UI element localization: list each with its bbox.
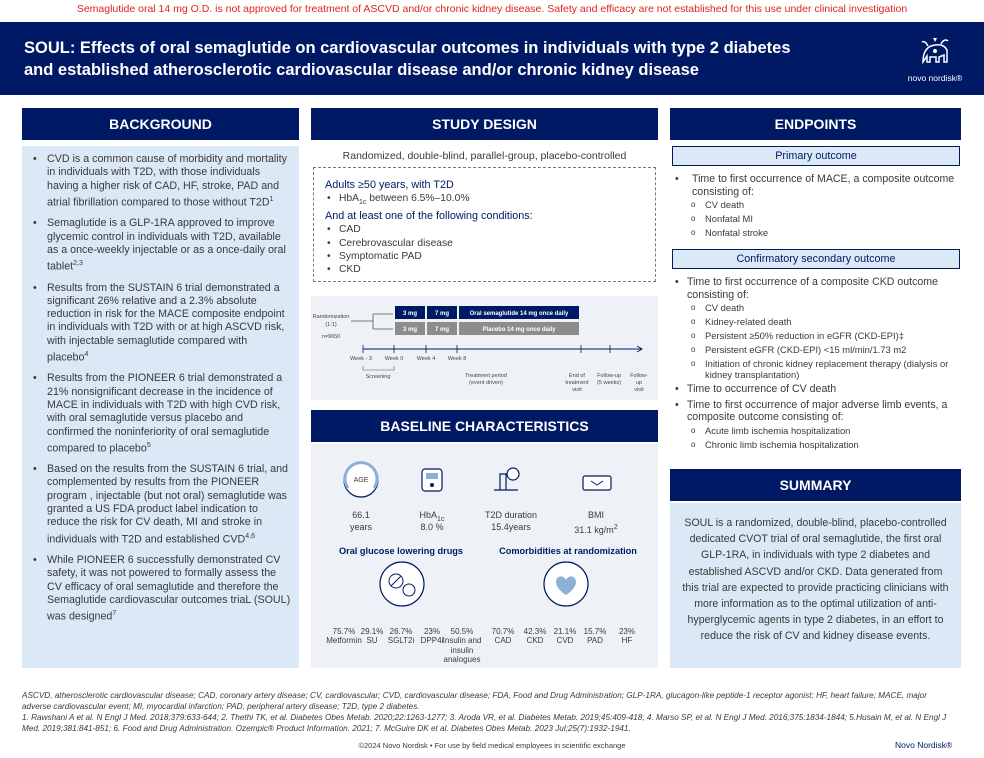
follow-up-sub: (5 weeks) xyxy=(597,380,621,386)
novo-nordisk-logo xyxy=(905,32,965,90)
age-value: 66.1 xyxy=(352,510,370,520)
hba1c-criterion: • HbA$_{1c}$ between 6.5%–10.0% xyxy=(325,192,655,209)
background-bullet: • Semaglutide is a GLP-1RA approved to improve glycemic control in individuals with T2D, available as a once-weekly injectable or as a once-daily oral tablet$^{2,3}$ xyxy=(32,217,291,274)
comorbidities-name: CVD xyxy=(556,636,574,645)
comorbidities-name: HF xyxy=(621,636,633,645)
comorbidities-percent: 23% xyxy=(618,627,635,636)
baseline-heading: BASELINE CHARACTERISTICS xyxy=(311,410,658,442)
end-treatment-2: treatment xyxy=(565,380,589,386)
condition-item: • Cerebrovascular disease xyxy=(325,237,655,250)
comorbidities-heading: Comorbidities at randomization xyxy=(499,546,637,556)
drugs-percent: 29.1% xyxy=(360,627,384,636)
abbreviations: ASCVD, atherosclerotic cardiovascular disease; CAD, coronary artery disease; CV, cardiovascular; CVD, cardiovascular disease; FDA, Food and Drug Administration; GLP-1RA, glucagon-like peptide-1 receptor agonist; HF, heart failure; MACE, major adverse cardiovascular event; MI, myocardial infarction; PAD, peripheral artery disease; T2D, type 2 diabetes. xyxy=(22,691,927,711)
week-4: Week 4 xyxy=(416,356,436,362)
drugs-name: SU xyxy=(366,636,378,645)
background-bullet: • Results from the PIONEER 6 trial demonstrated a 21% nonsignificant decrease in the incidence of MACE in individuals with T2D with high CVD risk, with oral semaglutide versus placebo and confirmed the noninferiority of oral semaglutide compared to placebo$^5$ xyxy=(32,372,291,455)
follow-up-visit-1: Follow- xyxy=(630,373,648,379)
follow-up-visit-3: visit xyxy=(634,387,644,393)
references: 1. Rawshani A et al. N Engl J Med. 2018;379:633-644; 2. Thethi TK, et al. Diabetes Obes Metab. 2020;22:1263-1277; 3. Aroda VR, et al. Diabetes Metab. 2019;45:409-418; 4. Marso SP, et al. N Engl J Med. 2016;375:1834-1844; 5.Husain M, et al. N Engl J Med. 2019;381:841-851; 6. Food and Drug Administration. Ozempic® Product Information. 2021; 7. McGuire DK et al. Diabetes Obes Metab. 2023 Jul;25(7):1932-1941. xyxy=(22,713,947,733)
oral-drugs-heading: Oral glucose lowering drugs xyxy=(338,546,464,556)
study-design-heading: STUDY DESIGN xyxy=(311,108,658,140)
bmi-label: BMI xyxy=(587,510,604,520)
adults-criterion: Adults ≥50 years, with T2D xyxy=(325,179,454,191)
comorbidities-percent: 42.3% xyxy=(523,627,547,636)
placebo-dose-3mg: 3 mg xyxy=(402,327,418,333)
hba1c-value: 8.0 % xyxy=(420,522,444,532)
limb-outcome-main: • Time to first occurrence of major adverse limb events, a composite outcome consisting of: xyxy=(672,399,967,424)
comorbidities-percent: 21.1% xyxy=(553,627,577,636)
follow-up-label: Follow-up xyxy=(597,373,621,379)
primary-outcome-label: Primary outcome xyxy=(672,146,960,166)
scale-icon xyxy=(583,476,611,490)
ckd-item: o Kidney-related death xyxy=(672,315,967,329)
placebo-dose-7mg: 7 mg xyxy=(434,327,450,333)
bmi-value: 31.1 $kg/m^2$ xyxy=(574,524,618,535)
title-line-2: and established atherosclerotic cardiovascular disease and/or chronic kidney disease xyxy=(24,61,699,79)
screening-label: Screening xyxy=(365,374,391,380)
background-bullet-list xyxy=(32,153,291,624)
week-minus-3: Week - 3 xyxy=(350,356,372,362)
primary-item: o Nonfatal stroke xyxy=(672,226,967,240)
primary-outcome-main: • Time to first occurrence of MACE, a composite outcome consisting of: xyxy=(672,173,967,198)
ckd-item: o CV death xyxy=(672,301,967,315)
timeline-svg xyxy=(311,296,658,400)
background-bullet: • Results from the SUSTAIN 6 trial demonstrated a significant 26% relative and a 2.3% absolute reduction in risk for the MACE composite endpoint in individuals with T2D with or at high ASCVD risk, with injectable semaglutide compared with placebo$^4$ xyxy=(32,282,291,365)
end-treatment-1: End of xyxy=(569,373,585,379)
enrollment-label: n=9650 xyxy=(321,334,341,340)
limb-item: o Chronic limb ischemia hospitalization xyxy=(672,438,967,452)
treatment-period-sub: (event driven) xyxy=(469,380,503,386)
background-bullet: • CVD is a common cause of morbidity and mortality in individuals with T2D, with those individuals having a higher risk of CAD, HF, stroke, PAD and atrial fibrillation compared to those without $T2D^1$ xyxy=(32,153,291,210)
primary-item: o Nonfatal MI xyxy=(672,212,967,226)
comorbidities-name: PAD xyxy=(587,636,603,645)
title-line-1: SOUL: Effects of oral semaglutide on cardiovascular outcomes in individuals with type 2 diabetes xyxy=(24,39,791,57)
ratio-label: (1:1) xyxy=(325,322,337,328)
drugs-name: DPP4i xyxy=(420,636,444,645)
condition-item: • CAD xyxy=(325,223,655,236)
comorbidities-name: CAD xyxy=(494,636,512,645)
age-unit: years xyxy=(349,522,372,532)
background-heading: BACKGROUND xyxy=(22,108,299,140)
active-dose-3mg: 3 mg xyxy=(402,311,418,317)
pill-2-icon xyxy=(403,584,415,596)
brand-footer: Novo Nordisk® xyxy=(895,740,953,750)
ckd-item: o Persistent ≥50% reduction in eGFR (CKD-EPI)‡ xyxy=(672,329,967,343)
footnotes xyxy=(22,690,957,734)
background-panel xyxy=(22,146,299,668)
active-dose-7mg: 7 mg xyxy=(434,311,450,317)
ckd-item: o Persistent eGFR (CKD-EPI) <15 ml/min/1.73 m2 xyxy=(672,343,967,357)
glucose-meter-button xyxy=(430,483,434,487)
summary-heading: SUMMARY xyxy=(670,469,961,501)
secondary-outcome-list xyxy=(672,276,967,452)
drugs-percent: 75.7% xyxy=(332,627,356,636)
cv-death-outcome: • Time to occurrence of CV death xyxy=(672,383,967,396)
comorbidities-percent: 15.7% xyxy=(583,627,607,636)
summary-panel: SOUL is a randomized, double-blind, placebo-controlled dedicated CVOT trial of oral semaglutide, the first oral GLP-1RA, in individuals with type 2 diabetes and established ASCVD and/or CKD. Data generated from this trial are expected to provide practicing clinicians with more information as to the optimal utilization of anti-hyperglycemic agents in type 2 diabetes, in an effort to reduce the risk of CV and kidney disease events. xyxy=(670,503,961,668)
inclusion-criteria-box xyxy=(313,167,656,282)
study-design-subtitle: Randomized, double-blind, parallel-group, placebo-controlled xyxy=(342,150,627,162)
header-banner xyxy=(0,22,984,95)
drugs-percent: 26.7% xyxy=(389,627,413,636)
glucose-meter-icon xyxy=(422,469,442,491)
age-icon-label: AGE xyxy=(353,477,369,484)
limb-item: o Acute limb ischemia hospitalization xyxy=(672,424,967,438)
end-treatment-3: visit xyxy=(572,387,582,393)
active-arm-label: Oral semaglutide 14 mg once daily xyxy=(469,311,569,317)
follow-up-visit-2: up xyxy=(635,380,643,386)
drugs-name: SGLT2i xyxy=(387,636,415,645)
comorbidities-name: CKD xyxy=(526,636,544,645)
t2d-duration-value: 15.4years xyxy=(491,522,531,532)
primary-outcome-list xyxy=(672,173,967,240)
copyright: ©2024 Novo Nordisk • For use by field medical employees in scientific exchange xyxy=(358,741,626,750)
condition-item: • CKD xyxy=(325,263,655,276)
clock-icon xyxy=(507,468,519,480)
ckd-item: o Initiation of chronic kidney replacement therapy (dialysis or kidney transplantation) xyxy=(672,358,967,380)
secondary-outcome-label: Confirmatory secondary outcome xyxy=(672,249,960,269)
conditions-heading: And at least one of the following conditions: xyxy=(325,210,533,223)
randomization-label: Randomization xyxy=(312,314,350,320)
comorbidities-percent: 70.7% xyxy=(491,627,515,636)
logo-wordmark: novo nordisk® xyxy=(907,73,963,83)
page-title xyxy=(24,37,884,81)
background-bullet: • While PIONEER 6 successfully demonstrated CV safety, it was not powered to formally assess the CV efficacy of oral semaglutide and therefore the Semaglutide cardiovascular outcomes triaL (SOUL) was designed$^7$ xyxy=(32,554,291,624)
week-8: Week 8 xyxy=(447,356,467,362)
drugs-percent: 23% xyxy=(423,627,440,636)
drugs-name: Metformin xyxy=(326,636,362,645)
disclaimer-banner: Semaglutide oral 14 mg O.D. is not approved for treatment of ASCVD and/or chronic kidney disease. Safety and efficacy are not established for this use under clinical investigation xyxy=(76,3,908,15)
placebo-arm-label: Placebo 14 mg once daily xyxy=(482,327,556,333)
week-0: Week 0 xyxy=(384,356,404,362)
conditions-list xyxy=(325,223,655,276)
study-timeline-diagram xyxy=(311,296,658,400)
glucose-meter-screen xyxy=(426,473,438,479)
ckd-outcome-main: • Time to first occurrence of a composite CKD outcome consisting of: xyxy=(672,276,967,301)
drugs-name: Insulin and insulin analogues xyxy=(442,636,482,664)
apis-bull-icon xyxy=(915,32,955,72)
hba1c-label: HbA$_{1c}$ xyxy=(419,510,445,523)
t2d-duration-label: T2D duration xyxy=(484,510,538,520)
treatment-period-label: Treatment period xyxy=(465,373,507,379)
baseline-panel xyxy=(311,444,658,668)
drugs-percent: 50.5% xyxy=(450,627,474,636)
endpoints-heading: ENDPOINTS xyxy=(670,108,961,140)
screening-bracket xyxy=(363,366,394,370)
primary-item: o CV death xyxy=(672,198,967,212)
randomization-bracket xyxy=(351,314,393,329)
condition-item: • Symptomatic PAD xyxy=(325,250,655,263)
background-bullet: • Based on the results from the SUSTAIN 6 trial, and complemented by results from the PIONEER program , injectable (but not oral) semaglutide was granted a US FDA product label indication to reduce the risk for CV death, MI and stroke in individuals with T2D and established CVD$^{4,6}$ xyxy=(32,463,291,546)
